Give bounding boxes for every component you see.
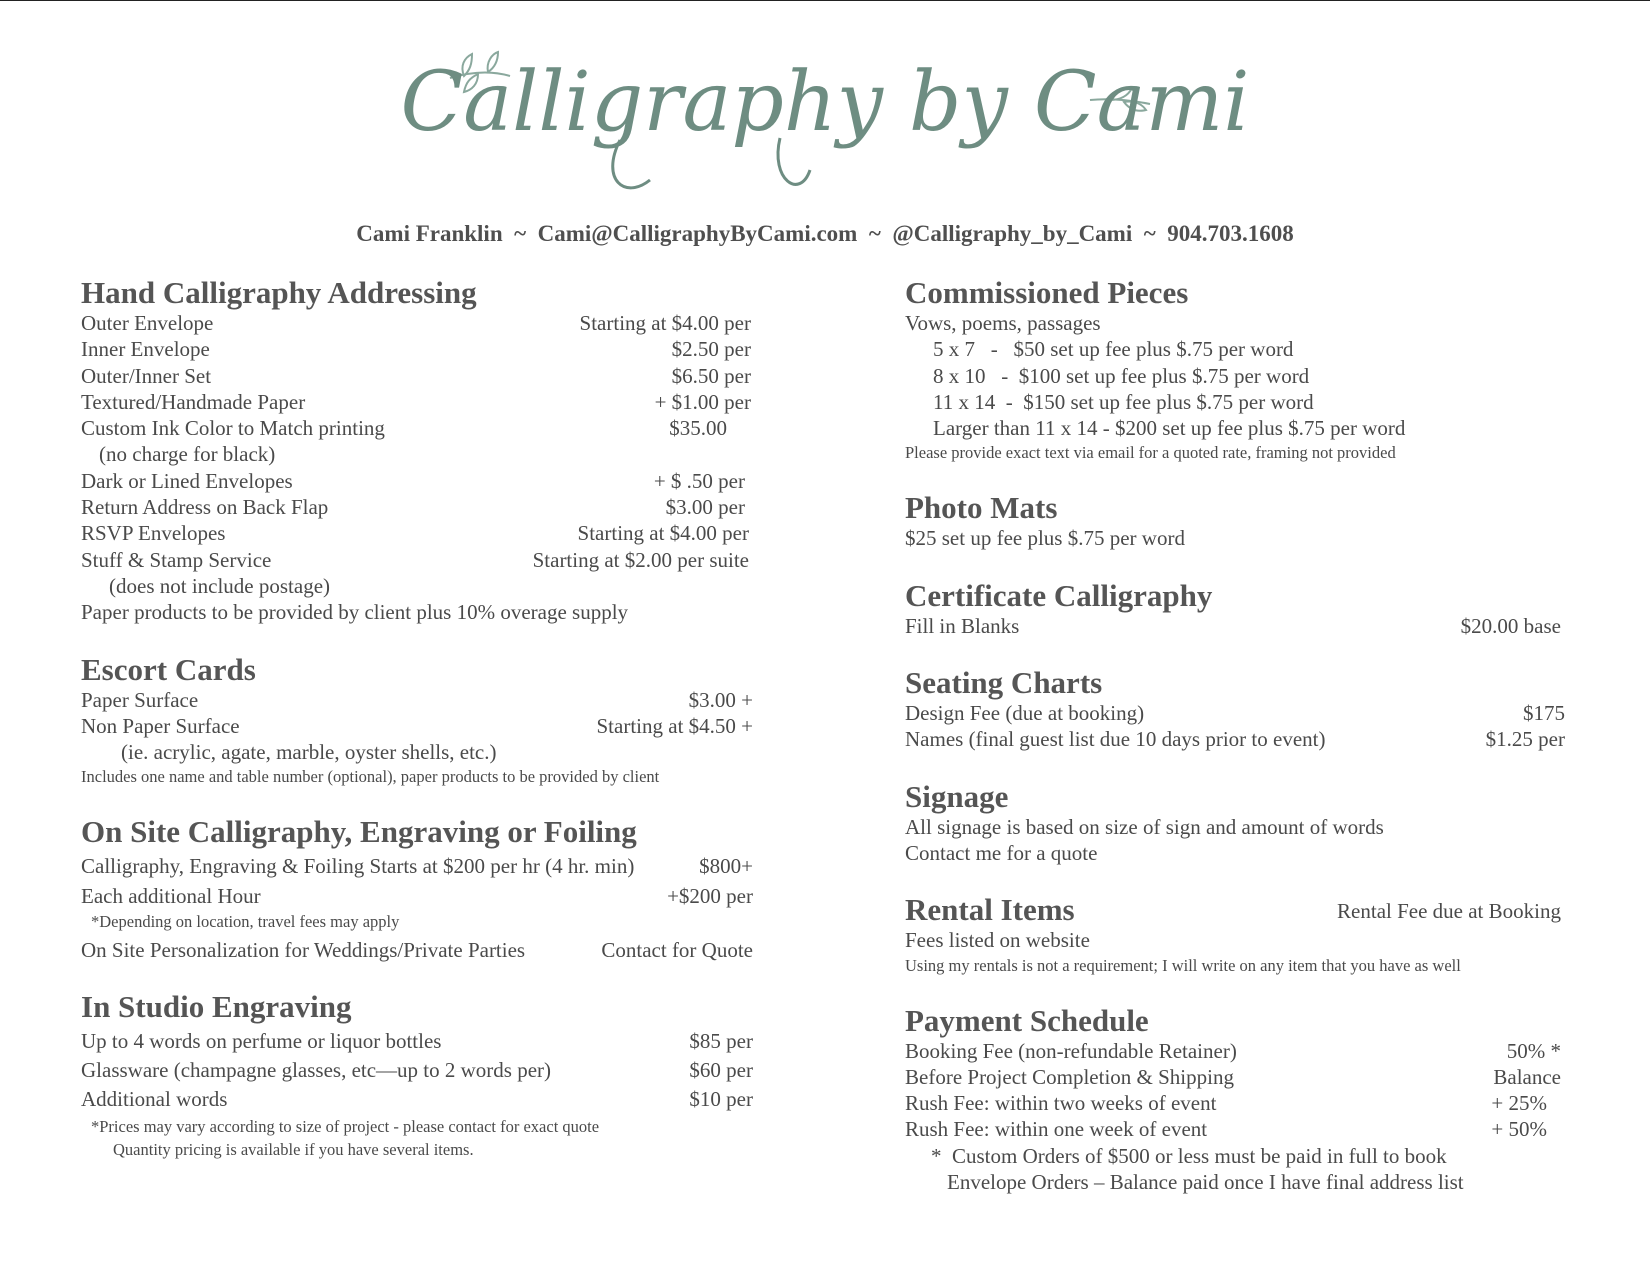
price-row: Fill in Blanks $20.00 base <box>905 613 1561 638</box>
price-row: Textured/Handmade Paper + $1.00 per <box>81 389 751 414</box>
contact-handle[interactable]: @Calligraphy_by_Cami <box>892 221 1133 246</box>
list-item: 5 x 7 - $50 set up fee plus $.75 per word <box>933 337 1294 362</box>
section-line: All signage is based on size of sign and amount of words <box>905 814 1384 839</box>
section-certificate <box>905 579 1573 639</box>
price-row: Outer/Inner Set $6.50 per <box>81 363 751 388</box>
section-rental-items <box>905 893 1573 976</box>
section-seating-charts <box>905 666 1573 753</box>
list-item: 8 x 10 - $100 set up fee plus $.75 per word <box>933 363 1310 388</box>
section-title: Hand Calligraphy Addressing <box>81 275 477 310</box>
contact-sep: ~ <box>514 221 527 246</box>
price-row: Booking Fee (non-refundable Retainer) 50% * <box>905 1038 1561 1063</box>
contact-name: Cami Franklin <box>356 221 503 246</box>
section-note: Using my rentals is not a requirement; I will write on any item that you have as well <box>905 955 1461 975</box>
price-row: Dark or Lined Envelopes + $ .50 per <box>81 468 745 493</box>
section-payment-schedule <box>905 1004 1573 1196</box>
brand-logo-text: Calligraphy by Cami <box>400 55 1250 150</box>
section-title: Escort Cards <box>81 651 256 687</box>
contact-line <box>0 221 1650 247</box>
price-row: Names (final guest list due 10 days prior to event) $1.25 per <box>905 727 1565 752</box>
left-column <box>81 276 753 1188</box>
price-row: Glassware (champagne glasses, etc—up to 2 words per) $60 per <box>81 1058 753 1083</box>
top-border <box>0 0 1650 1</box>
price-row: Calligraphy, Engraving & Foiling Starts at $200 per hr (4 hr. min) $800+ <box>81 854 753 879</box>
section-title: On Site Calligraphy, Engraving or Foiling <box>81 814 637 850</box>
price-row: Up to 4 words on perfume or liquor bottles $85 per <box>81 1029 753 1054</box>
contact-sep: ~ <box>868 221 881 246</box>
price-row: Rush Fee: within one week of event + 50% <box>905 1117 1547 1142</box>
price-row: Before Project Completion & Shipping Balance <box>905 1064 1561 1089</box>
price-row-sub: (ie. acrylic, agate, marble, oyster shells, etc.) <box>121 740 497 765</box>
section-line: Contact me for a quote <box>905 840 1098 865</box>
section-line: Fees listed on website <box>905 928 1090 953</box>
section-title: Certificate Calligraphy <box>905 577 1213 613</box>
price-row: Rush Fee: within two weeks of event + 25% <box>905 1091 1547 1116</box>
section-title: Commissioned Pieces <box>905 275 1189 310</box>
price-row-sub: (does not include postage) <box>109 573 331 598</box>
section-note: Envelope Orders – Balance paid once I have final address list <box>947 1170 1464 1195</box>
price-row: On Site Personalization for Weddings/Private Parties Contact for Quote <box>81 937 753 962</box>
section-signage <box>905 780 1573 867</box>
section-hand-calligraphy <box>81 276 753 626</box>
right-column <box>905 276 1573 1222</box>
list-item: 11 x 14 - $150 set up fee plus $.75 per word <box>933 389 1314 414</box>
price-row: Additional words $10 per <box>81 1087 753 1112</box>
price-row: Outer Envelope Starting at $4.00 per <box>81 311 751 335</box>
rental-fee-note: Rental Fee due at Booking <box>1337 899 1561 924</box>
section-note: *Depending on location, travel fees may apply <box>91 911 400 931</box>
price-row: Custom Ink Color to Match printing $35.00 <box>81 416 727 441</box>
price-row: Return Address on Back Flap $3.00 per <box>81 495 745 520</box>
section-note: *Prices may vary according to size of project - please contact for exact quote <box>91 1117 600 1137</box>
section-photo-mats <box>905 491 1573 551</box>
section-onsite <box>81 815 753 963</box>
section-title: In Studio Engraving <box>81 989 352 1025</box>
section-note: Quantity pricing is available if you have several items. <box>113 1140 474 1160</box>
section-note: Paper products to be provided by client plus 10% overage supply <box>81 600 629 625</box>
price-row: Paper Surface $3.00 + <box>81 687 753 712</box>
price-row: RSVP Envelopes Starting at $4.00 per <box>81 521 749 546</box>
price-row: Inner Envelope $2.50 per <box>81 337 751 362</box>
brand-logo <box>400 30 1250 215</box>
contact-sep: ~ <box>1143 221 1156 246</box>
section-note: * Custom Orders of $500 or less must be paid in full to book <box>931 1143 1447 1168</box>
section-title: Seating Charts <box>905 665 1103 701</box>
section-title: Rental Items <box>905 892 1075 928</box>
price-row: Non Paper Surface Starting at $4.50 + <box>81 713 753 738</box>
list-item: Larger than 11 x 14 - $200 set up fee plus $.75 per word <box>933 416 1406 441</box>
section-studio-engraving <box>81 990 753 1161</box>
section-escort-cards <box>81 653 753 789</box>
price-row-sub: (no charge for black) <box>99 442 276 467</box>
section-commissioned <box>905 276 1573 464</box>
section-note: Includes one name and table number (optional), paper products to be provided by client <box>81 767 660 787</box>
contact-phone[interactable]: 904.703.1608 <box>1167 221 1294 246</box>
section-note: Please provide exact text via email for a quoted rate, framing not provided <box>905 443 1396 463</box>
section-title: Signage <box>905 778 1009 814</box>
contact-email[interactable]: Cami@CalligraphyByCami.com <box>537 221 858 246</box>
section-title: Payment Schedule <box>905 1002 1149 1038</box>
price-row: Design Fee (due at booking) $175 <box>905 701 1565 726</box>
section-intro: Vows, poems, passages <box>905 311 1101 335</box>
price-row: Stuff & Stamp Service Starting at $2.00 per suite <box>81 547 749 572</box>
section-line: $25 set up fee plus $.75 per word <box>905 526 1185 551</box>
section-title: Photo Mats <box>905 490 1058 526</box>
price-row: Each additional Hour +$200 per <box>81 884 753 909</box>
